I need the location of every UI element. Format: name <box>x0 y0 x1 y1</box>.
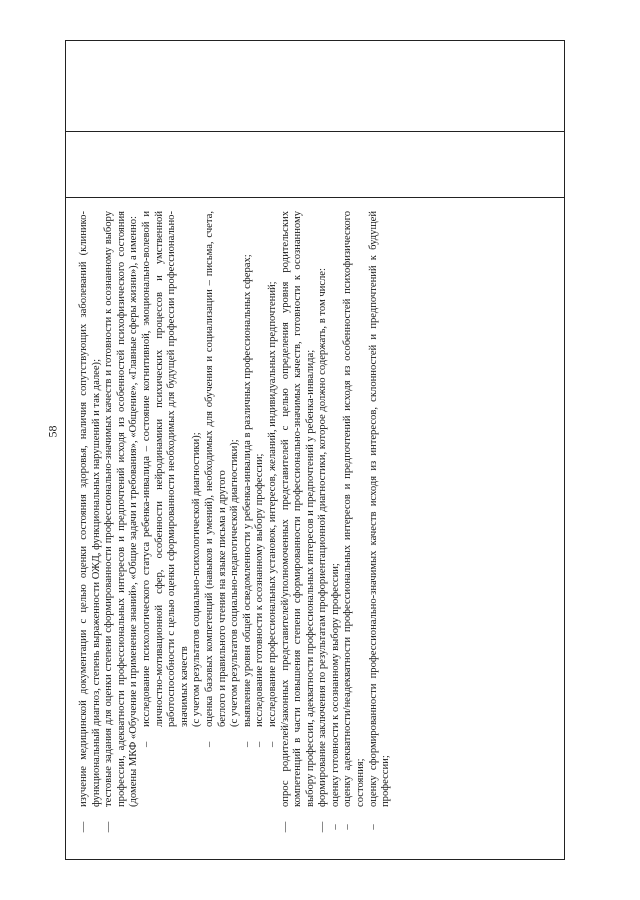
sub-list-item <box>330 211 343 847</box>
sub-list-item <box>204 211 229 847</box>
paragraph-text: изучение медицинской документации с целью оценки состояния здоровья, наличия сопутствующих заболеваний (клинико-функциональный диагноз, степень выраженности ОЖД, функциональных нарушений и так далее); <box>78 211 102 807</box>
list-dash: – <box>254 741 266 747</box>
rotated-text-block <box>66 197 566 861</box>
paragraph-text: выявление уровня общей осведомленности у ребенка-инвалида в различных профессиональных сферах; <box>241 254 253 727</box>
list-dash: – <box>266 741 278 747</box>
list-dash: – <box>140 741 152 747</box>
paragraph-text: оценку сформированности профессионально-значимых качеств исходя из интересов, склонностей и предпочтений к будущей профессии; <box>367 211 392 807</box>
list-item <box>103 211 141 847</box>
paragraph-note <box>191 211 204 847</box>
paragraph-text: исследование профессиональных установок, интересов, желаний, индивидуальных предпочтений; <box>266 281 278 727</box>
paragraph-text: (с учетом результатов социально-психологической диагностики); <box>191 432 203 727</box>
paragraph-text: (с учетом результатов социально-педагогической диагностики); <box>229 439 241 727</box>
list-item <box>280 211 318 847</box>
list-dash: — <box>103 821 115 833</box>
table-row-divider <box>66 131 564 132</box>
sub-list-item <box>242 211 255 847</box>
paragraph-text: оценку адекватности/неадекватности профессиональных интересов и предпочтений исходя из особенностей психофизического состояния; <box>342 211 367 807</box>
paragraph-text: опрос родителей/законных представителей/уполномоченных представителей с целью определения уровня родительских компетенций в части повышения степени сформированности профессионально-значимых качеств, готовности к осознанному выбору профессии, адекватности профессиональных интересов и предпочтений у ребенка-инвалида; <box>279 211 316 807</box>
rotated-text-cell <box>66 197 566 861</box>
list-dash: – <box>329 824 341 830</box>
list-dash: – <box>203 741 215 747</box>
sub-list-item <box>342 211 367 847</box>
sub-list-item <box>368 211 393 847</box>
paragraph-text: исследование психологического статуса ребенка-инвалида – состояние когнитивной, эмоционально-волевой и личностно-мотивационной сфер, особенности нейродинамики психических процессов и умственной работоспособности с целью оценки сформированности необходимых для будущей профессии профессионально-значимых качеств <box>140 211 190 727</box>
paragraph-text: тестовые задания для оценки степени сформированности профессионально-значимых качеств и готовности к осознанному выбору профессии, адекватности профессиональных интересов и предпочтений исходя из особенностей психофизического состояния (домены МКФ «Обучение и применение знаний», «Общие задачи и требования», «Общение», «Главные сферы жизни»), а именно: <box>103 211 140 807</box>
paragraph-text: исследование готовности к осознанному выбору профессии; <box>254 453 266 727</box>
list-item <box>78 211 103 847</box>
list-dash: – <box>367 824 379 830</box>
sub-list-item <box>254 211 267 847</box>
list-dash: — <box>78 821 89 833</box>
paragraph-text: оценку готовности к осознанному выбору профессии; <box>329 563 341 807</box>
list-item <box>317 211 330 847</box>
sub-list-item <box>267 211 280 847</box>
list-dash: — <box>317 821 329 833</box>
list-dash: – <box>241 741 253 747</box>
list-dash: – <box>342 824 354 830</box>
page-number: 58 <box>45 425 60 438</box>
paragraph-note <box>229 211 242 847</box>
paragraph-text: формирование заключения по результатам профориентационной диагностики, которое должно содержать, в том числе: <box>317 268 329 807</box>
paragraph-text: оценка базовых компетенций (навыков и умений), необходимых для обучения и социализации – письма, счета, беглого и правильного чтения на языке письма и другого <box>203 211 228 727</box>
sub-list-item <box>141 211 191 847</box>
table-frame <box>65 40 565 860</box>
list-dash: — <box>279 821 291 833</box>
